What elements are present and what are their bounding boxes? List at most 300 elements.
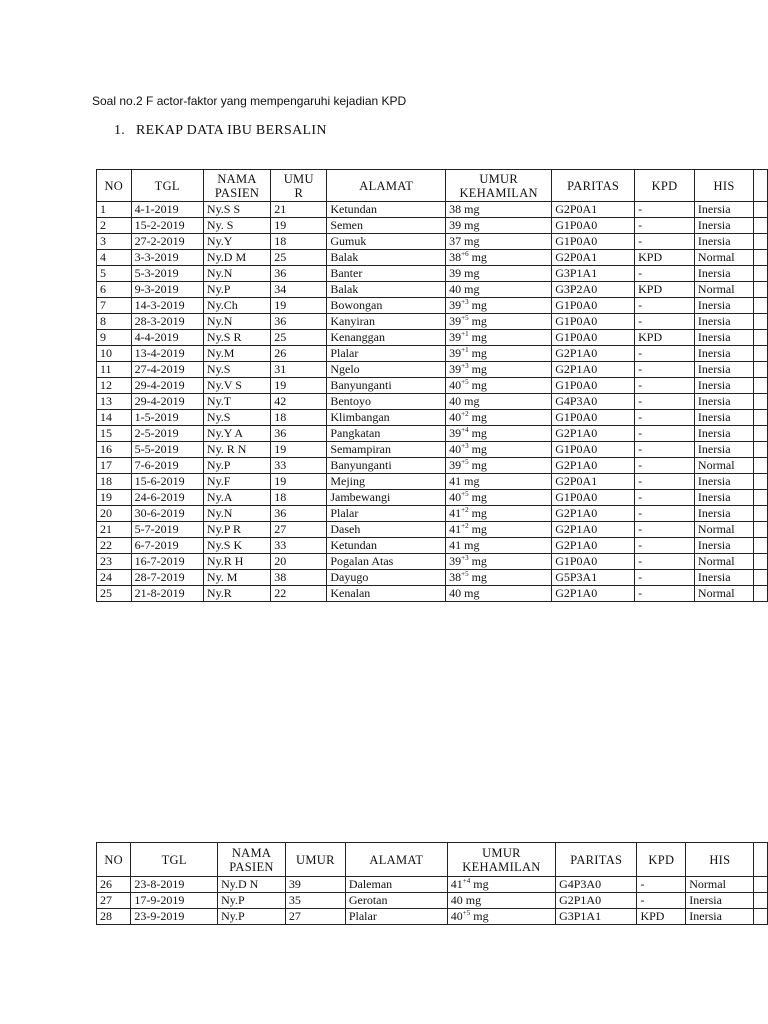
uk-days: +2 <box>461 410 469 418</box>
header-nama-pasien <box>218 843 286 877</box>
cell-tgl: 5-5-2019 <box>131 442 203 458</box>
cell-nama: Ny. S <box>203 218 270 234</box>
cell-alamat: Jambewangi <box>327 490 446 506</box>
cell-no: 22 <box>97 538 132 554</box>
uk-weeks: 39 <box>449 426 462 440</box>
uk-weeks: 39 <box>449 554 462 568</box>
header-kpd: KPD <box>635 170 695 202</box>
cell-umur: 20 <box>271 554 327 570</box>
cell-kpd: KPD <box>635 282 695 298</box>
table-row <box>97 426 768 442</box>
header-no: NO <box>97 170 132 202</box>
table-row <box>97 282 768 298</box>
cell-alamat: Pogalan Atas <box>327 554 446 570</box>
cell-umur-kehamilan <box>446 570 552 586</box>
cell-no: 1 <box>97 202 132 218</box>
uk-unit: mg <box>468 442 487 456</box>
cell-umur-kehamilan <box>446 314 552 330</box>
cell-extra <box>754 458 768 474</box>
cell-his: Normal <box>686 877 754 893</box>
cell-extra <box>754 538 768 554</box>
cell-extra <box>754 909 768 925</box>
section-title-text: REKAP DATA IBU BERSALIN <box>136 123 327 138</box>
cell-umur: 36 <box>271 426 327 442</box>
cell-his: Normal <box>694 522 753 538</box>
table-row <box>97 410 768 426</box>
cell-umur: 27 <box>271 522 327 538</box>
header-uk-line1: UMUR <box>479 171 519 186</box>
cell-umur: 27 <box>285 909 345 925</box>
cell-no: 8 <box>97 314 132 330</box>
cell-his: Inersia <box>694 506 753 522</box>
uk-days: +5 <box>462 909 471 917</box>
cell-his: Inersia <box>694 330 753 346</box>
cell-extra <box>754 314 768 330</box>
cell-kpd: - <box>635 442 695 458</box>
header-nama-line1: NAMA <box>231 845 272 860</box>
cell-no: 3 <box>97 234 132 250</box>
uk-unit: mg <box>462 893 482 907</box>
uk-unit: mg <box>468 506 487 520</box>
cell-his: Inersia <box>694 394 753 410</box>
cell-kpd: - <box>637 877 686 893</box>
cell-tgl: 16-7-2019 <box>131 554 203 570</box>
cell-umur-kehamilan <box>446 202 552 218</box>
cell-kpd: - <box>635 586 695 602</box>
cell-paritas: G3P1A1 <box>552 266 635 282</box>
cell-extra <box>754 554 768 570</box>
cell-paritas: G1P0A0 <box>552 234 635 250</box>
cell-paritas: G1P0A0 <box>552 442 635 458</box>
cell-umur: 38 <box>271 570 327 586</box>
cell-kpd: - <box>635 410 695 426</box>
uk-weeks: 39 <box>449 458 462 472</box>
uk-unit: mg <box>461 218 480 232</box>
cell-paritas: G1P0A0 <box>552 554 635 570</box>
cell-umur-kehamilan <box>446 330 552 346</box>
patient-table-2 <box>96 842 768 925</box>
cell-tgl: 4-1-2019 <box>131 202 203 218</box>
cell-nama: Ny.S S <box>203 202 270 218</box>
cell-no: 17 <box>97 458 132 474</box>
cell-kpd: - <box>635 474 695 490</box>
cell-umur-kehamilan <box>446 410 552 426</box>
header-tgl: TGL <box>131 843 218 877</box>
cell-alamat: Ketundan <box>327 202 446 218</box>
uk-unit: mg <box>470 909 489 923</box>
cell-alamat: Ketundan <box>327 538 446 554</box>
uk-weeks: 38 <box>449 202 462 216</box>
cell-tgl: 28-7-2019 <box>131 570 203 586</box>
table-row <box>97 586 768 602</box>
cell-extra <box>754 570 768 586</box>
uk-unit: mg <box>461 266 480 280</box>
header-nama-line2: PASIEN <box>229 859 274 874</box>
cell-tgl: 29-4-2019 <box>131 394 203 410</box>
cell-umur-kehamilan <box>446 234 552 250</box>
cell-paritas: G2P1A0 <box>552 346 635 362</box>
cell-umur: 25 <box>271 330 327 346</box>
cell-nama: Ny.D N <box>218 877 286 893</box>
cell-extra <box>754 426 768 442</box>
cell-umur-kehamilan <box>446 490 552 506</box>
cell-extra <box>754 410 768 426</box>
cell-tgl: 1-5-2019 <box>131 410 203 426</box>
cell-nama: Ny.S <box>203 362 270 378</box>
cell-umur-kehamilan <box>446 346 552 362</box>
cell-alamat: Plalar <box>345 909 447 925</box>
cell-umur: 19 <box>271 378 327 394</box>
table-row <box>97 202 768 218</box>
cell-his: Inersia <box>694 490 753 506</box>
table-header-row <box>97 170 768 202</box>
header-paritas: PARITAS <box>552 170 635 202</box>
uk-weeks: 39 <box>449 314 462 328</box>
cell-kpd: - <box>635 570 695 586</box>
cell-no: 9 <box>97 330 132 346</box>
cell-umur: 36 <box>271 314 327 330</box>
cell-alamat: Balak <box>327 250 446 266</box>
cell-alamat: Banter <box>327 266 446 282</box>
uk-days: +2 <box>461 522 469 530</box>
cell-no: 6 <box>97 282 132 298</box>
uk-days: +4 <box>462 877 471 885</box>
cell-extra <box>754 442 768 458</box>
cell-paritas: G2P1A0 <box>552 458 635 474</box>
cell-kpd: - <box>635 458 695 474</box>
cell-paritas: G2P0A1 <box>552 250 635 266</box>
uk-days: +4 <box>461 426 469 434</box>
uk-weeks: 40 <box>450 893 463 907</box>
cell-alamat: Daseh <box>327 522 446 538</box>
cell-paritas: G2P1A0 <box>552 586 635 602</box>
cell-his: Inersia <box>694 202 753 218</box>
header-alamat: ALAMAT <box>345 843 447 877</box>
cell-alamat: Kanyiran <box>327 314 446 330</box>
uk-weeks: 41 <box>449 474 462 488</box>
uk-unit: mg <box>468 314 487 328</box>
cell-extra <box>754 282 768 298</box>
cell-his: Inersia <box>694 298 753 314</box>
cell-umur: 21 <box>271 202 327 218</box>
cell-nama: Ny.S R <box>203 330 270 346</box>
cell-kpd: - <box>635 314 695 330</box>
cell-nama: Ny.S <box>203 410 270 426</box>
table-row <box>97 554 768 570</box>
cell-umur-kehamilan <box>446 250 552 266</box>
cell-umur-kehamilan <box>446 506 552 522</box>
cell-tgl: 3-3-2019 <box>131 250 203 266</box>
uk-unit: mg <box>470 877 489 891</box>
uk-days: +6 <box>461 250 469 258</box>
cell-alamat: Plalar <box>327 346 446 362</box>
uk-weeks: 40 <box>449 378 462 392</box>
cell-nama: Ny.V S <box>203 378 270 394</box>
cell-no: 2 <box>97 218 132 234</box>
cell-nama: Ny.P <box>203 458 270 474</box>
uk-weeks: 40 <box>449 282 462 296</box>
cell-tgl: 30-6-2019 <box>131 506 203 522</box>
cell-tgl: 17-9-2019 <box>131 893 218 909</box>
uk-weeks: 41 <box>450 877 463 891</box>
header-umur: UMUR <box>285 843 345 877</box>
cell-kpd: - <box>635 538 695 554</box>
uk-unit: mg <box>461 282 480 296</box>
cell-extra <box>754 362 768 378</box>
cell-his: Normal <box>694 554 753 570</box>
uk-unit: mg <box>468 554 487 568</box>
cell-nama: Ny.N <box>203 314 270 330</box>
cell-alamat: Kenalan <box>327 586 446 602</box>
cell-tgl: 5-7-2019 <box>131 522 203 538</box>
uk-weeks: 41 <box>449 538 462 552</box>
cell-umur-kehamilan <box>446 394 552 410</box>
uk-weeks: 41 <box>449 506 462 520</box>
uk-unit: mg <box>468 490 487 504</box>
cell-alamat: Bowongan <box>327 298 446 314</box>
cell-alamat: Gumuk <box>327 234 446 250</box>
uk-weeks: 40 <box>449 410 462 424</box>
cell-extra <box>754 586 768 602</box>
patient-table-1 <box>96 169 768 602</box>
cell-nama: Ny.R <box>203 586 270 602</box>
cell-alamat: Ngelo <box>327 362 446 378</box>
header-alamat: ALAMAT <box>327 170 446 202</box>
cell-paritas: G2P0A1 <box>552 202 635 218</box>
cell-tgl: 15-6-2019 <box>131 474 203 490</box>
cell-extra <box>754 490 768 506</box>
cell-his: Inersia <box>686 893 754 909</box>
uk-weeks: 38 <box>449 250 462 264</box>
cell-no: 16 <box>97 442 132 458</box>
cell-nama: Ny.D M <box>203 250 270 266</box>
table-row <box>97 298 768 314</box>
cell-paritas: G1P0A0 <box>552 298 635 314</box>
cell-umur: 42 <box>271 394 327 410</box>
cell-paritas: G1P0A0 <box>552 330 635 346</box>
cell-kpd: - <box>635 362 695 378</box>
cell-tgl: 23-8-2019 <box>131 877 218 893</box>
cell-alamat: Pangkatan <box>327 426 446 442</box>
cell-his: Inersia <box>694 362 753 378</box>
cell-extra <box>754 266 768 282</box>
cell-no: 27 <box>97 893 131 909</box>
cell-alamat: Dayugo <box>327 570 446 586</box>
cell-kpd: - <box>635 218 695 234</box>
table-row <box>97 893 768 909</box>
uk-days: +3 <box>461 362 469 370</box>
cell-umur: 33 <box>271 458 327 474</box>
header-umur-kehamilan <box>447 843 555 877</box>
cell-no: 23 <box>97 554 132 570</box>
cell-alamat: Mejing <box>327 474 446 490</box>
header-nama-line1: NAMA <box>217 171 257 186</box>
uk-unit: mg <box>468 458 487 472</box>
uk-weeks: 40 <box>449 586 462 600</box>
cell-extra <box>754 893 768 909</box>
cell-no: 21 <box>97 522 132 538</box>
header-nama-line2: PASIEN <box>214 185 260 200</box>
cell-umur-kehamilan <box>446 442 552 458</box>
cell-tgl: 21-8-2019 <box>131 586 203 602</box>
header-his: HIS <box>686 843 754 877</box>
cell-umur: 26 <box>271 346 327 362</box>
cell-kpd: - <box>635 394 695 410</box>
cell-no: 26 <box>97 877 131 893</box>
cell-extra <box>754 298 768 314</box>
header-uk-line2: KEHAMILAN <box>462 859 541 874</box>
header-tgl: TGL <box>131 170 203 202</box>
uk-unit: mg <box>461 394 480 408</box>
cell-paritas: G2P1A0 <box>552 362 635 378</box>
cell-umur-kehamilan <box>447 909 555 925</box>
uk-days: +5 <box>461 378 469 386</box>
cell-extra <box>754 346 768 362</box>
cell-umur-kehamilan <box>446 586 552 602</box>
cell-umur: 31 <box>271 362 327 378</box>
uk-unit: mg <box>468 410 487 424</box>
cell-nama: Ny.Y A <box>203 426 270 442</box>
cell-kpd: - <box>635 426 695 442</box>
cell-paritas: G5P3A1 <box>552 570 635 586</box>
table-row <box>97 346 768 362</box>
cell-umur-kehamilan <box>446 266 552 282</box>
cell-his: Inersia <box>694 314 753 330</box>
cell-his: Inersia <box>694 426 753 442</box>
cell-alamat: Semen <box>327 218 446 234</box>
cell-umur-kehamilan <box>446 474 552 490</box>
cell-umur: 39 <box>285 877 345 893</box>
cell-extra <box>754 522 768 538</box>
cell-extra <box>754 506 768 522</box>
cell-paritas: G4P3A0 <box>556 877 637 893</box>
cell-no: 24 <box>97 570 132 586</box>
cell-umur: 25 <box>271 250 327 266</box>
cell-his: Normal <box>694 282 753 298</box>
cell-umur-kehamilan <box>446 362 552 378</box>
cell-umur: 19 <box>271 442 327 458</box>
cell-kpd: KPD <box>635 330 695 346</box>
cell-umur: 19 <box>271 298 327 314</box>
header-umur-kehamilan <box>446 170 552 202</box>
cell-no: 15 <box>97 426 132 442</box>
cell-kpd: - <box>637 893 686 909</box>
cell-no: 5 <box>97 266 132 282</box>
cell-extra <box>754 202 768 218</box>
cell-his: Inersia <box>694 410 753 426</box>
cell-his: Inersia <box>694 442 753 458</box>
header-uk-line2: KEHAMILAN <box>459 185 538 200</box>
cell-tgl: 6-7-2019 <box>131 538 203 554</box>
cell-his: Inersia <box>694 538 753 554</box>
table-row <box>97 394 768 410</box>
cell-his: Inersia <box>694 218 753 234</box>
cell-extra <box>754 218 768 234</box>
cell-nama: Ny.P <box>203 282 270 298</box>
cell-umur-kehamilan <box>446 218 552 234</box>
cell-alamat: Daleman <box>345 877 447 893</box>
table-row <box>97 522 768 538</box>
cell-tgl: 13-4-2019 <box>131 346 203 362</box>
uk-weeks: 39 <box>449 330 462 344</box>
uk-unit: mg <box>461 234 480 248</box>
cell-his: Normal <box>694 458 753 474</box>
uk-weeks: 39 <box>449 266 462 280</box>
cell-kpd: - <box>635 298 695 314</box>
cell-alamat: Gerotan <box>345 893 447 909</box>
uk-unit: mg <box>468 330 487 344</box>
cell-kpd: - <box>635 202 695 218</box>
cell-umur: 36 <box>271 506 327 522</box>
cell-tgl: 4-4-2019 <box>131 330 203 346</box>
cell-paritas: G1P0A0 <box>552 314 635 330</box>
table-row <box>97 538 768 554</box>
uk-days: +5 <box>461 458 469 466</box>
header-extra <box>754 170 768 202</box>
table-header-row <box>97 843 768 877</box>
table-row <box>97 250 768 266</box>
cell-umur: 33 <box>271 538 327 554</box>
uk-days: +3 <box>461 298 469 306</box>
table-body-2 <box>97 877 768 925</box>
uk-unit: mg <box>461 538 480 552</box>
cell-kpd: KPD <box>637 909 686 925</box>
cell-no: 25 <box>97 586 132 602</box>
cell-umur-kehamilan <box>446 554 552 570</box>
cell-paritas: G2P1A0 <box>552 426 635 442</box>
table-row <box>97 877 768 893</box>
cell-no: 28 <box>97 909 131 925</box>
cell-extra <box>754 250 768 266</box>
uk-weeks: 40 <box>450 909 463 923</box>
cell-paritas: G1P0A0 <box>552 378 635 394</box>
cell-umur: 19 <box>271 474 327 490</box>
cell-umur: 22 <box>271 586 327 602</box>
cell-alamat: Banyunganti <box>327 458 446 474</box>
cell-tgl: 7-6-2019 <box>131 458 203 474</box>
cell-umur: 35 <box>285 893 345 909</box>
cell-kpd: - <box>635 490 695 506</box>
cell-umur: 19 <box>271 218 327 234</box>
cell-paritas: G2P1A0 <box>552 538 635 554</box>
uk-unit: mg <box>468 426 487 440</box>
section-title <box>114 123 327 139</box>
cell-no: 20 <box>97 506 132 522</box>
uk-days: +2 <box>461 506 469 514</box>
cell-his: Inersia <box>694 474 753 490</box>
cell-alamat: Plalar <box>327 506 446 522</box>
header-paritas: PARITAS <box>556 843 637 877</box>
cell-umur: 18 <box>271 234 327 250</box>
section-number: 1. <box>114 123 126 138</box>
cell-umur-kehamilan <box>446 378 552 394</box>
cell-paritas: G2P0A1 <box>552 474 635 490</box>
cell-paritas: G3P1A1 <box>556 909 637 925</box>
cell-tgl: 14-3-2019 <box>131 298 203 314</box>
cell-extra <box>754 378 768 394</box>
cell-alamat: Semampiran <box>327 442 446 458</box>
table-row <box>97 266 768 282</box>
cell-nama: Ny. M <box>203 570 270 586</box>
table-row <box>97 474 768 490</box>
cell-no: 4 <box>97 250 132 266</box>
uk-unit: mg <box>468 570 487 584</box>
cell-nama: Ny.R H <box>203 554 270 570</box>
uk-weeks: 39 <box>449 218 462 232</box>
cell-his: Inersia <box>694 346 753 362</box>
cell-paritas: G1P0A0 <box>552 410 635 426</box>
table-row <box>97 234 768 250</box>
